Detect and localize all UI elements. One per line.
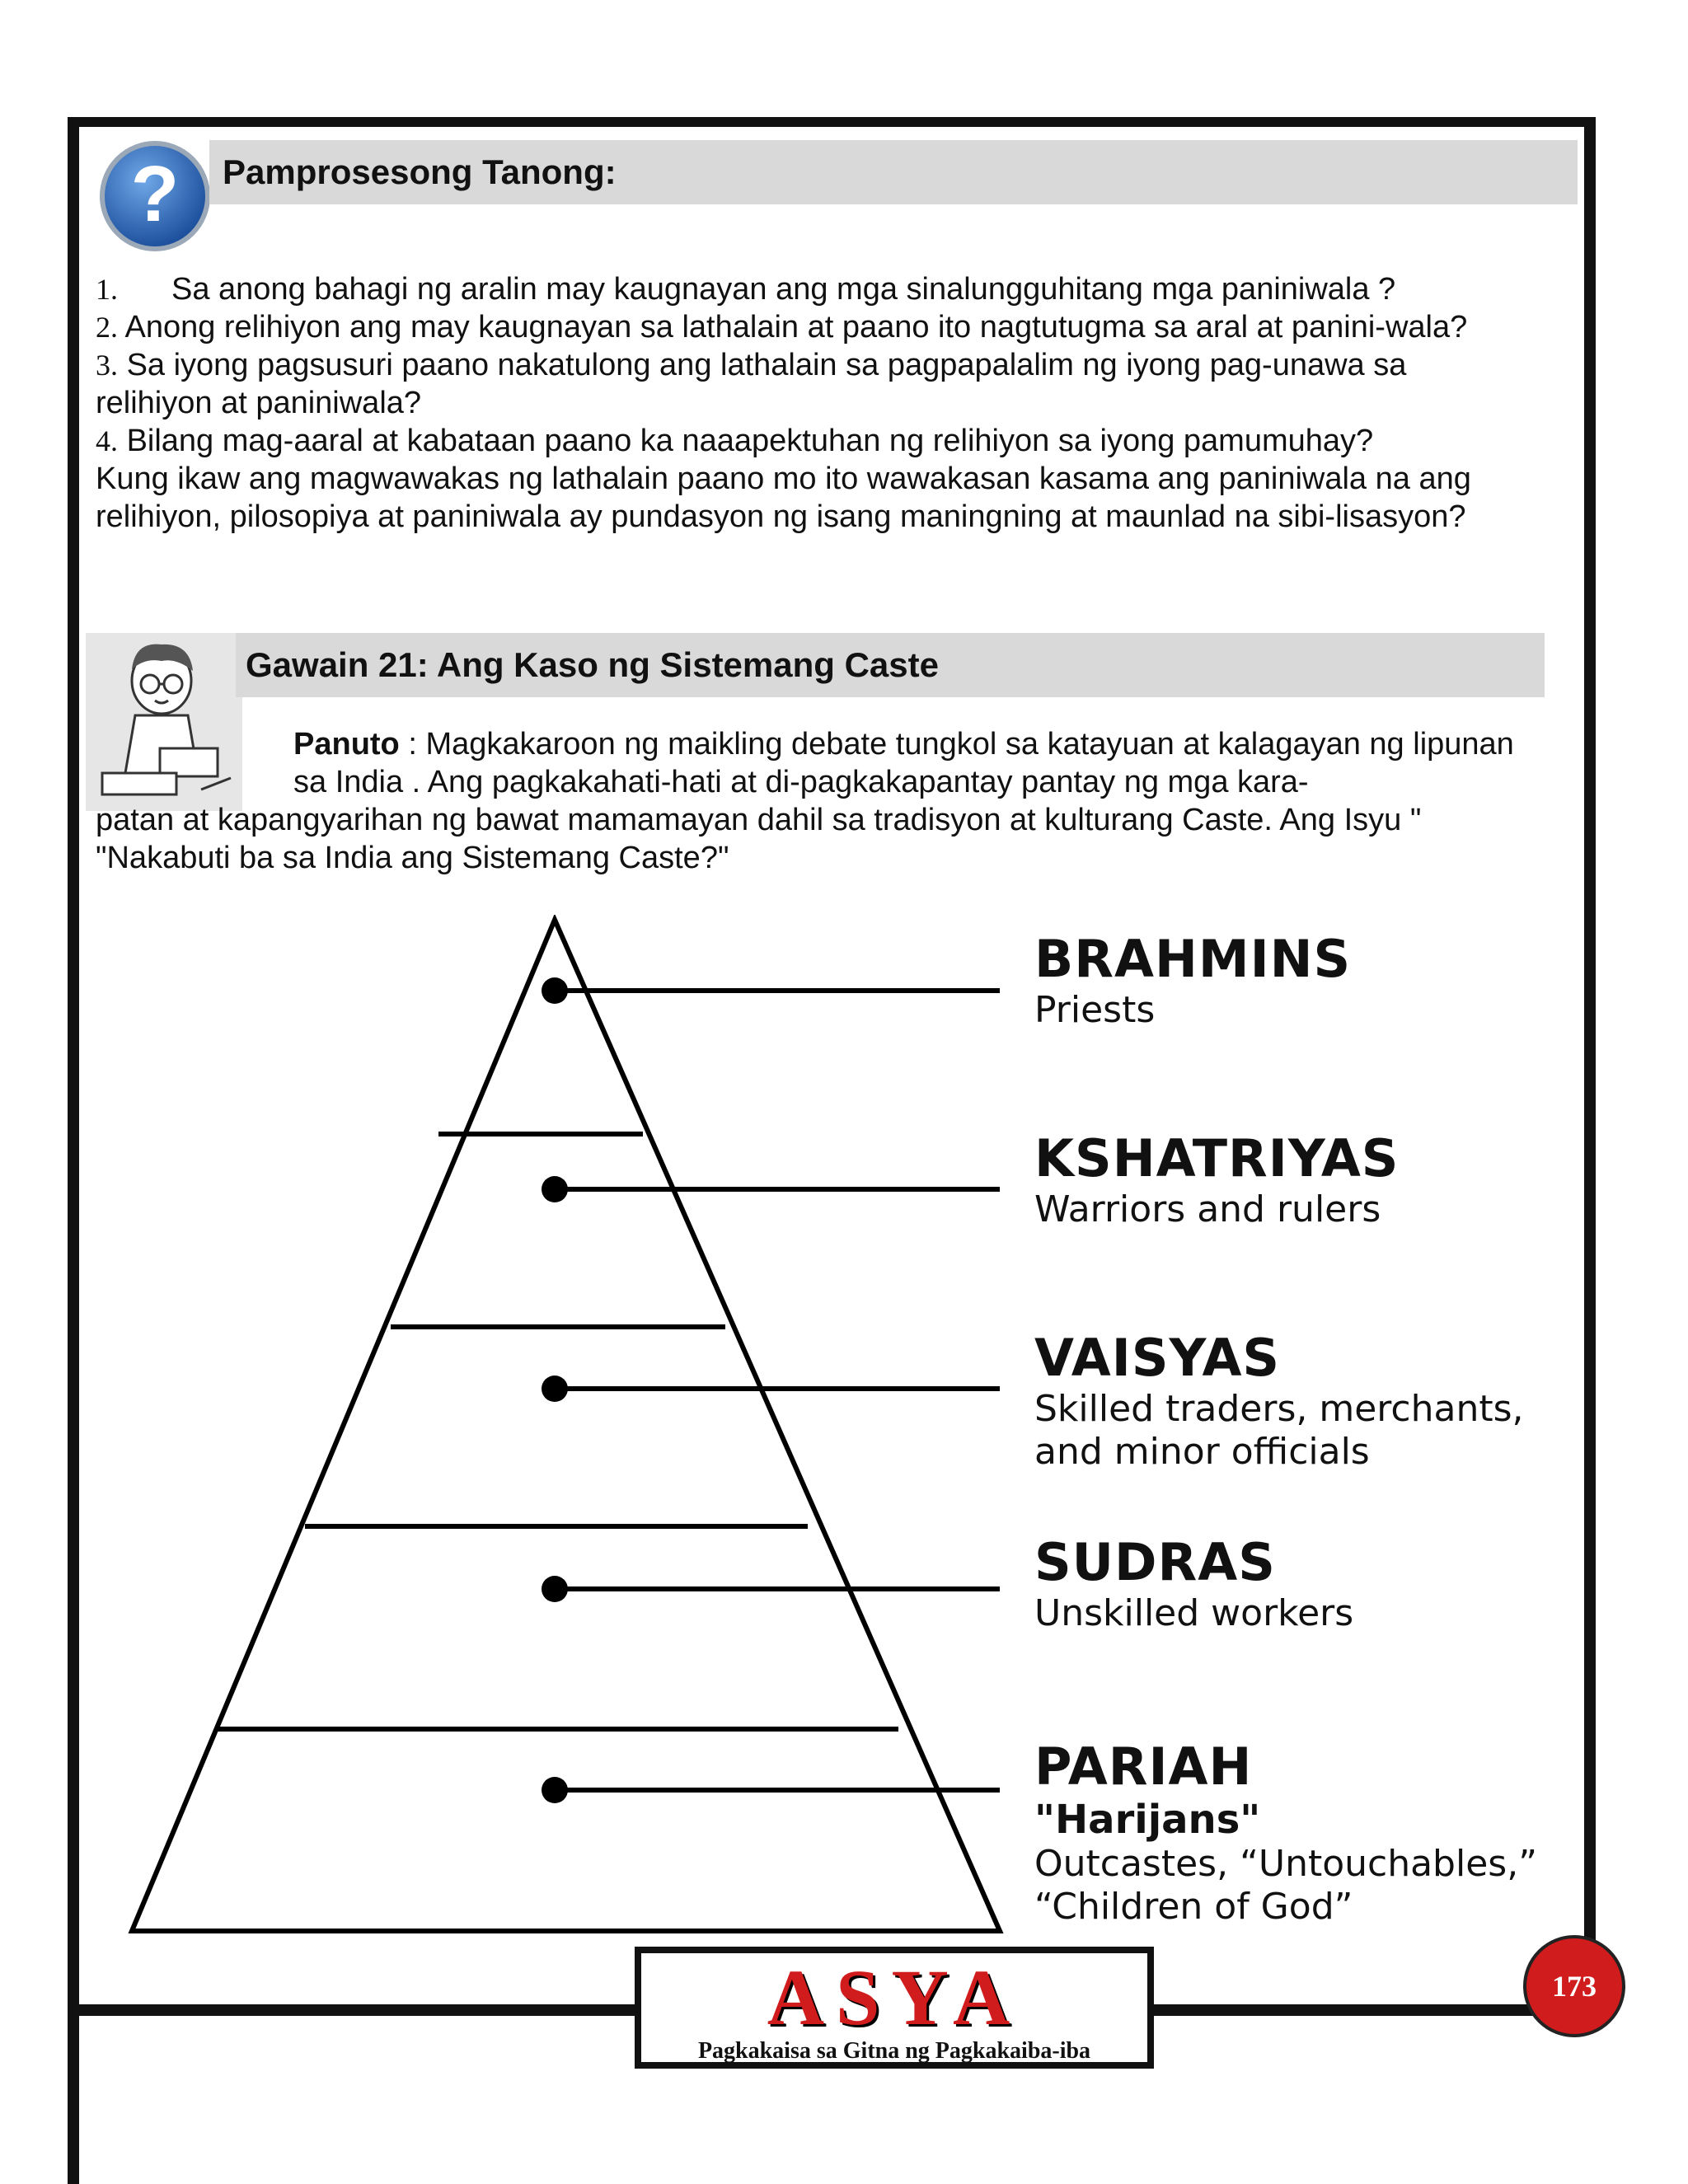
question-item: 2. Anong relihiyon ang may kaugnayan sa lathalain at paano ito nagtutugma sa aral at panini-wala?	[96, 310, 1468, 344]
caste-pyramid	[124, 915, 1030, 1945]
pyramid-outline	[132, 920, 1000, 1931]
page-frame-left	[68, 117, 79, 2184]
caste-label-vaisyas: VAISYAS Skilled traders, merchants, and minor officials	[1034, 1328, 1524, 1473]
question-mark-icon	[97, 138, 213, 254]
question-item: 4. Bilang mag-aaral at kabataan paano ka naaapektuhan ng relihiyon sa iyong pamumuhay?	[96, 424, 1374, 458]
caste-label-brahmins: BRAHMINS Priests	[1034, 929, 1352, 1031]
question-list	[96, 270, 1497, 536]
svg-text:?: ?	[130, 150, 180, 238]
processing-questions-header: Pamprosesong Tanong:	[209, 140, 1578, 204]
page-number-badge: 173	[1523, 1935, 1625, 2037]
question-extra: Kung ikaw ang magwawakas ng lathalain paano mo ito wawakasan kasama ang paniniwala na ang relihiyon, pilosopiya at paniniwala ay pundasyon ng isang maningning at maunlad na sibi-lisasyon?	[96, 462, 1471, 534]
asya-logo-box	[635, 1947, 1154, 2069]
instructions: Panuto : Magkakaroon ng maikling debate tungkol sa katayuan at kalagayan ng lipunan sa India . Ang pagkakahati-hati at di-pagkakapantay pantay ng mga kara- patan at kapangyarihan ng bawat mamamayan dahil sa tradisyon at kulturang Caste. Ang Isyu " "Nakabuti ba sa India ang Sistemang Caste?"	[96, 727, 1514, 875]
page-frame-right	[1584, 117, 1596, 2013]
asya-tagline: Pagkakaisa sa Gitna ng Pagkakaiba-iba	[697, 2038, 1091, 2064]
question-item: 3. Sa iyong pagsusuri paano nakatulong ang lathalain sa pagpapalalim ng iyong pag-unawa sa relihiyon at paniniwala?	[96, 348, 1407, 420]
asya-logo-title: ASYA	[767, 1953, 1022, 2041]
caste-label-kshatriyas: KSHATRIYAS Warriors and rulers	[1034, 1128, 1400, 1230]
page-frame-top	[68, 117, 1596, 127]
caste-label-sudras: SUDRAS Unskilled workers	[1034, 1532, 1354, 1634]
caste-label-pariah: PARIAH "Harijans" Outcastes, “Untouchables,” “Children of God”	[1034, 1736, 1537, 1928]
activity-title: Gawain 21: Ang Kaso ng Sistemang Caste	[236, 633, 1545, 697]
question-item: 1. Sa anong bahagi ng aralin may kaugnayan ang mga sinalungguhitang mga paniniwala ?	[96, 272, 1396, 307]
instructions-label: Panuto	[293, 727, 400, 762]
